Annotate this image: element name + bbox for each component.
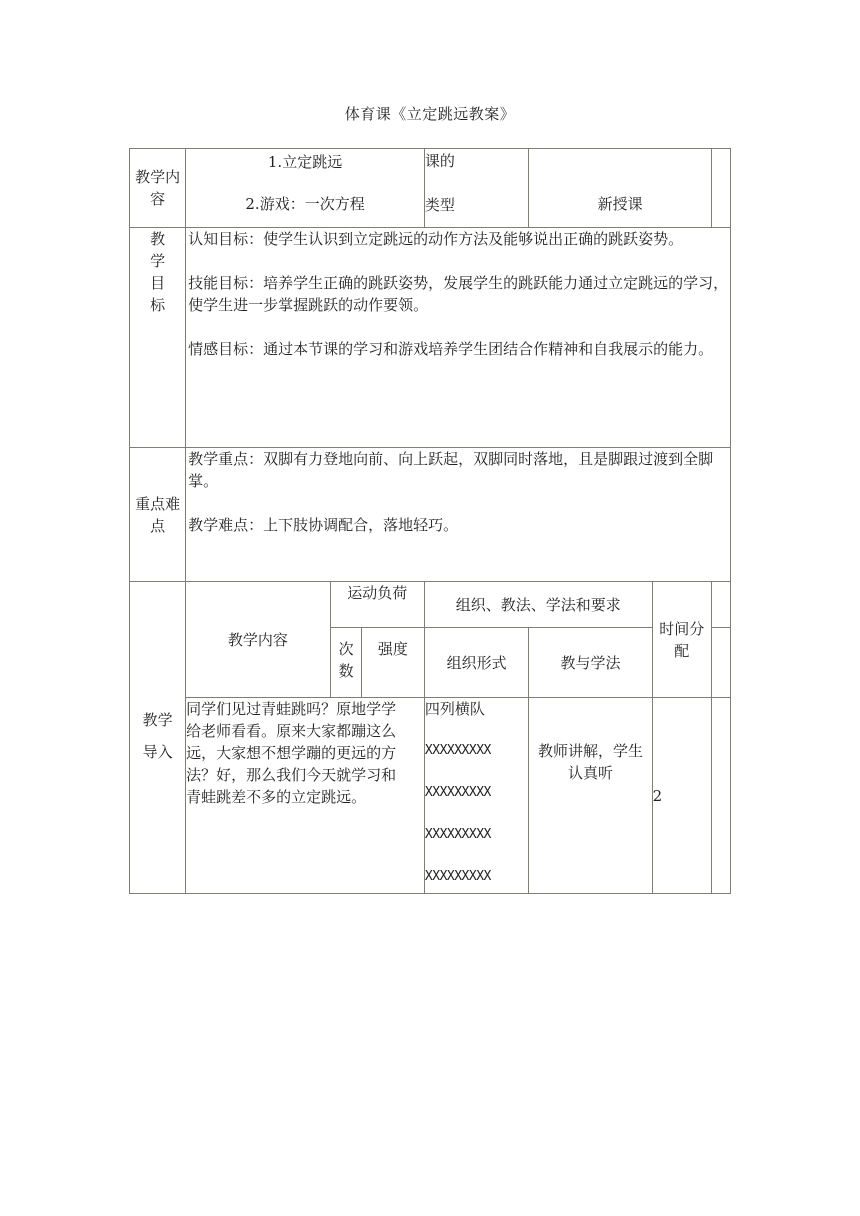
difficult-point: 教学难点：上下肢协调配合，落地轻巧。 <box>188 516 459 534</box>
spare-cell-1 <box>711 149 730 228</box>
spare-cell-2 <box>711 582 730 628</box>
header-content: 教学内容 <box>186 582 330 698</box>
intro-formation <box>424 698 528 894</box>
objectives-label-1: 教 <box>150 230 166 248</box>
formation-line-3: XXXXXXXXX <box>424 827 491 842</box>
spare-cell-3 <box>711 628 730 698</box>
key-points-row <box>130 448 731 582</box>
lesson-type-label-text: 课的类型 <box>424 152 455 214</box>
formation-line-4: XXXXXXXXX <box>424 869 491 884</box>
objectives-content <box>186 228 731 448</box>
formation-line-2: XXXXXXXXX <box>424 785 491 800</box>
header-teach-learn: 教与学法 <box>529 628 652 698</box>
intro-teach-learn-text: 教师讲解，学生认真听 <box>537 742 643 782</box>
header-methods: 组织、教法、学法和要求 <box>424 582 652 628</box>
formation-line-1: XXXXXXXXX <box>424 743 491 758</box>
header-time: 时间分配 <box>652 582 711 698</box>
lesson-type-value-cell <box>529 149 712 228</box>
lesson-type-value: 新授课 <box>597 195 643 213</box>
objectives-label <box>130 228 186 448</box>
objectives-row <box>130 228 731 448</box>
key-points-content <box>186 448 731 582</box>
header-count: 次数 <box>330 628 361 698</box>
objectives-label-4: 标 <box>150 296 166 314</box>
intro-content-row <box>130 698 731 894</box>
intro-content-text: 同学们见过青蛙跳吗？原地学学给老师看看。原来大家都蹦这么远，大家想不想学蹦的更远的方法？好，那么我们今天就学习和青蛙跳差不多的立定跳远。 <box>186 700 397 806</box>
content-item-1: 1.立定跳远 <box>267 153 343 171</box>
content-row <box>130 149 731 228</box>
header-org-form: 组织形式 <box>424 628 528 698</box>
content-item-2: 2.游戏：一次方程 <box>245 195 365 213</box>
intro-time: 2 <box>652 698 711 894</box>
header-load: 运动负荷 <box>330 582 424 628</box>
intro-label-cell <box>130 582 186 894</box>
objective-affective: 情感目标：通过本节课的学习和游戏培养学生团结合作精神和自我展示的能力。 <box>188 340 714 358</box>
objectives-label-2: 学 <box>150 252 166 270</box>
lesson-type-label <box>424 149 528 228</box>
formation-title: 四列横队 <box>424 700 485 718</box>
lesson-plan-table <box>129 148 731 894</box>
spare-cell-4 <box>711 698 730 894</box>
document-title: 体育课《立定跳远教案》 <box>344 105 516 123</box>
intro-content <box>186 698 425 894</box>
objective-cognitive: 认知目标：使学生认识到立定跳远的动作方法及能够说出正确的跳跃姿势。 <box>188 230 684 248</box>
key-points-label: 重点难点 <box>130 448 186 582</box>
key-point: 教学重点：双脚有力登地向前、向上跃起，双脚同时落地，且是脚跟过渡到全脚掌。 <box>188 450 714 490</box>
intro-label: 教学导入 <box>142 711 173 761</box>
content-items <box>186 149 425 228</box>
objective-skill: 技能目标：培养学生正确的跳跃姿势，发展学生的跳跃能力通过立定跳远的学习，使学生进一步掌握跳跃的动作要领。 <box>188 274 729 314</box>
content-label: 教学内容 <box>130 149 186 228</box>
plan-header-row-1 <box>130 582 731 628</box>
objectives-label-3: 目 <box>150 274 166 292</box>
intro-teach-learn <box>529 698 652 894</box>
header-intensity: 强度 <box>361 628 424 698</box>
